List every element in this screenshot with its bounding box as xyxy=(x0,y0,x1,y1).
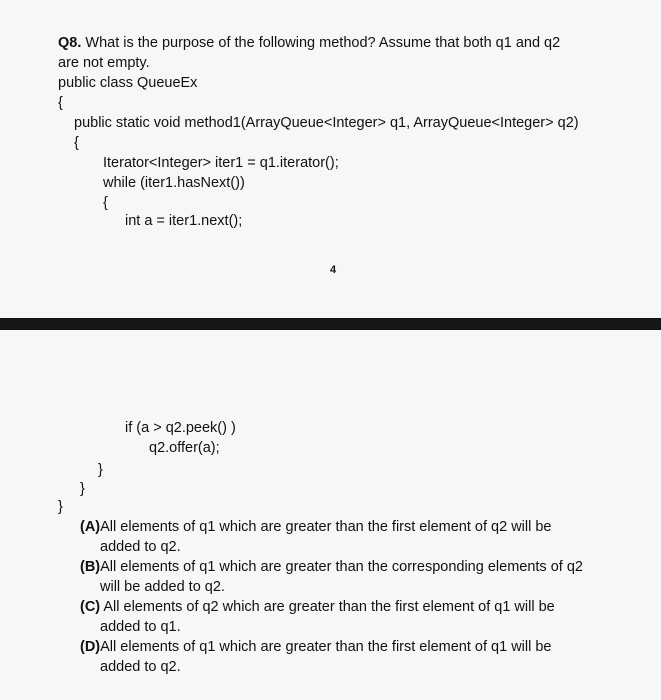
code-line: } xyxy=(80,481,85,497)
option-text: All elements of q1 which are greater than the corresponding elements of q2 xyxy=(100,559,583,575)
question-text: What is the purpose of the following method? Assume that both q1 and q2 xyxy=(81,35,561,51)
option-c-line2: added to q1. xyxy=(100,619,181,635)
option-b[interactable] xyxy=(80,557,583,577)
option-letter: (B) xyxy=(80,559,101,575)
option-letter: (A) xyxy=(80,519,101,535)
code-line: } xyxy=(58,499,63,515)
option-a[interactable] xyxy=(80,517,552,537)
page-number: 4 xyxy=(330,264,337,276)
question-header xyxy=(58,33,560,53)
option-b-line2: will be added to q2. xyxy=(100,579,225,595)
page-divider xyxy=(0,318,661,330)
code-line: { xyxy=(74,135,79,151)
option-c[interactable] xyxy=(80,597,555,617)
option-text: All elements of q1 which are greater than the first element of q2 will be xyxy=(100,519,552,535)
option-text: All elements of q1 which are greater than the first element of q1 will be xyxy=(100,639,552,655)
code-line: { xyxy=(58,95,63,111)
option-d-line2: added to q2. xyxy=(100,659,181,675)
option-text: All elements of q2 which are greater than the first element of q1 will be xyxy=(100,599,555,615)
code-line: q2.offer(a); xyxy=(149,440,220,456)
code-line: { xyxy=(103,195,108,211)
option-letter: (D) xyxy=(80,639,101,655)
code-line: while (iter1.hasNext()) xyxy=(103,175,245,191)
option-d[interactable] xyxy=(80,637,552,657)
code-line: Iterator<Integer> iter1 = q1.iterator(); xyxy=(103,155,339,171)
code-line: } xyxy=(98,462,103,478)
question-text-line2: are not empty. xyxy=(58,55,150,71)
option-letter: (C) xyxy=(80,599,101,615)
option-a-line2: added to q2. xyxy=(100,539,181,555)
code-line: int a = iter1.next(); xyxy=(125,213,243,229)
question-number: Q8. xyxy=(58,35,82,51)
code-line: public class QueueEx xyxy=(58,75,198,91)
code-line: public static void method1(ArrayQueue<Integer> q1, ArrayQueue<Integer> q2) xyxy=(74,115,579,131)
code-line: if (a > q2.peek() ) xyxy=(125,420,236,436)
